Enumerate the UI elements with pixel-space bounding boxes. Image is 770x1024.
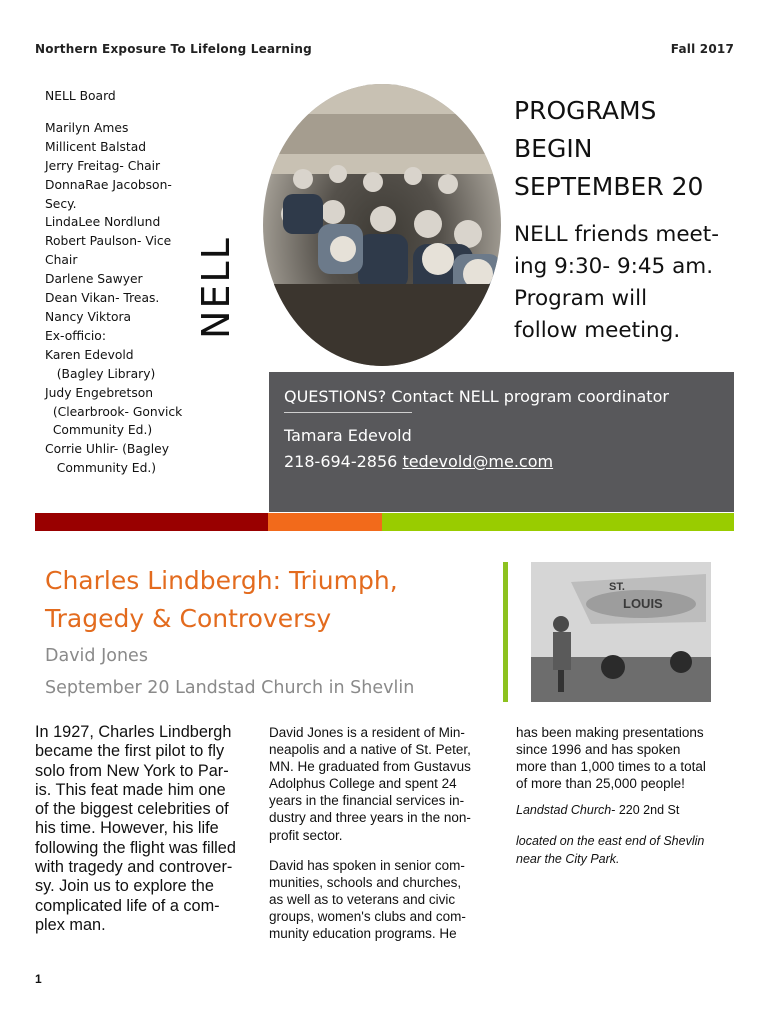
board-member-line: Chair bbox=[45, 253, 78, 268]
divider-bar-green bbox=[382, 513, 734, 531]
programs-line-2: BEGIN bbox=[514, 134, 593, 163]
divider-bar-red bbox=[35, 513, 268, 531]
audience-photo-art bbox=[263, 84, 501, 366]
location-label: Landstad Church bbox=[516, 803, 612, 818]
bio-text-line: has been making presentations bbox=[516, 725, 704, 740]
article-title-line-1: Charles Lindbergh: Triumph, bbox=[45, 566, 398, 595]
article-intro-column bbox=[35, 723, 260, 935]
coordinator-email-link[interactable]: tedevold@me.com bbox=[402, 452, 554, 471]
programs-line-3: SEPTEMBER 20 bbox=[514, 172, 704, 201]
intro-text-line: solo from New York to Par- bbox=[35, 761, 229, 780]
newsletter-org-name: Northern Exposure To Lifelong Learning bbox=[35, 42, 312, 56]
bio-text-line: groups, women's clubs and com- bbox=[269, 908, 466, 924]
questions-divider bbox=[284, 412, 412, 413]
article-title-line-2: Tragedy & Controversy bbox=[45, 604, 332, 633]
accent-vertical-line bbox=[503, 562, 508, 702]
bio-paragraph-2 bbox=[269, 857, 497, 942]
board-member-line: Community Ed.) bbox=[45, 423, 153, 438]
board-member-line: Jerry Freitag- Chair bbox=[45, 158, 161, 173]
plane-lettering: LOUIS bbox=[623, 596, 663, 611]
location-note-line-1: located on the east end of Shevlin bbox=[516, 834, 705, 849]
bio-text-line: MN. He graduated from Gustavus bbox=[269, 759, 471, 775]
article-date-location: September 20 Landstad Church in Shevlin bbox=[45, 678, 415, 698]
intro-text-line: In 1927, Charles Lindbergh bbox=[35, 723, 232, 741]
board-member-line: Corrie Uhlir- (Bagley bbox=[45, 442, 169, 457]
programs-heading bbox=[514, 92, 703, 206]
board-member-line: (Clearbrook- Gonvick bbox=[45, 404, 183, 419]
coordinator-contact bbox=[284, 452, 553, 471]
bio-text-line: David has spoken in senior com- bbox=[269, 857, 465, 873]
friends-line-2: ing 9:30- 9:45 am. bbox=[514, 254, 714, 279]
board-member-line: Marilyn Ames bbox=[45, 120, 129, 135]
divider-bar-orange bbox=[268, 513, 382, 531]
intro-text-line: his time. However, his life bbox=[35, 819, 219, 838]
bio-text-line: as well as to veterans and civic bbox=[269, 891, 456, 907]
bio-paragraph-3 bbox=[516, 724, 741, 792]
bio-text-line: David Jones is a resident of Min- bbox=[269, 725, 465, 740]
lindbergh-photo bbox=[531, 562, 711, 702]
location-note-line-2: near the City Park. bbox=[516, 851, 620, 866]
questions-box bbox=[269, 372, 734, 512]
nell-vertical-label: NELL bbox=[194, 236, 238, 339]
friends-meeting-note bbox=[514, 219, 744, 347]
board-member-line: LindaLee Nordlund bbox=[45, 215, 161, 230]
bio-text-line: munities, schools and churches, bbox=[269, 874, 462, 890]
bio-text-line: years in the financial services in- bbox=[269, 793, 465, 809]
intro-text-line: became the first pilot to fly bbox=[35, 742, 225, 761]
friends-line-1: NELL friends meet- bbox=[514, 222, 719, 247]
board-member-line: Karen Edevold bbox=[45, 347, 134, 362]
coordinator-phone: 218-694-2856 bbox=[284, 452, 398, 471]
article-bio-continued-column bbox=[516, 724, 741, 878]
bio-text-line: since 1996 and has spoken bbox=[516, 742, 681, 758]
location-line bbox=[516, 802, 741, 819]
board-member-line: Nancy Viktora bbox=[45, 309, 132, 324]
board-member-line: Dean Vikan- Treas. bbox=[45, 291, 160, 306]
intro-text-line: sy. Join us to explore the bbox=[35, 877, 214, 896]
article-speaker: David Jones bbox=[45, 646, 148, 666]
coordinator-name: Tamara Edevold bbox=[284, 426, 412, 445]
intro-text-line: with tragedy and controver- bbox=[35, 858, 233, 877]
questions-prompt: QUESTIONS? Contact NELL program coordinator bbox=[284, 387, 669, 406]
board-member-line: Judy Engebretson bbox=[45, 385, 154, 400]
bio-text-line: munity education programs. He bbox=[269, 926, 457, 942]
board-members bbox=[45, 119, 215, 478]
programs-line-1: PROGRAMS bbox=[514, 96, 657, 125]
board-member-line: (Bagley Library) bbox=[45, 366, 156, 381]
bio-text-line: Adolphus College and spent 24 bbox=[269, 776, 457, 792]
lindbergh-photo-art bbox=[531, 562, 711, 702]
board-list bbox=[45, 87, 215, 478]
board-member-line: Millicent Balstad bbox=[45, 139, 147, 154]
intro-text-line: plex man. bbox=[35, 915, 106, 934]
article-bio-column bbox=[269, 724, 497, 955]
bio-text-line: dustry and three years in the non- bbox=[269, 810, 471, 826]
bio-text-line: more than 1,000 times to a total bbox=[516, 759, 706, 775]
friends-line-3: Program will bbox=[514, 286, 648, 311]
board-member-line: Darlene Sawyer bbox=[45, 272, 143, 287]
article-title bbox=[45, 562, 475, 638]
friends-line-4: follow meeting. bbox=[514, 318, 681, 343]
bio-paragraph-1 bbox=[269, 724, 497, 844]
board-member-line: Robert Paulson- Vice bbox=[45, 234, 172, 249]
board-member-line: Secy. bbox=[45, 196, 77, 211]
location-note bbox=[516, 833, 741, 867]
board-member-line: Community Ed.) bbox=[45, 461, 157, 476]
bio-text-line: profit sector. bbox=[269, 827, 343, 843]
board-title: NELL Board bbox=[45, 89, 116, 103]
intro-text-line: complicated life of a com- bbox=[35, 896, 220, 915]
audience-photo bbox=[263, 84, 501, 366]
board-member-line: Ex-officio: bbox=[45, 328, 106, 343]
newsletter-term: Fall 2017 bbox=[670, 42, 734, 56]
intro-text-line: is. This feat made him one bbox=[35, 780, 226, 799]
page-number: 1 bbox=[35, 972, 42, 986]
bio-text-line: of more than 25,000 people! bbox=[516, 776, 685, 792]
intro-text-line: following the flight was filled bbox=[35, 838, 236, 857]
plane-lettering: ST. bbox=[609, 581, 625, 593]
location-address: - 220 2nd St bbox=[611, 803, 680, 818]
bio-text-line: neapolis and a native of St. Peter, bbox=[269, 742, 471, 758]
board-member-line: DonnaRae Jacobson- bbox=[45, 177, 172, 192]
intro-text-line: of the biggest celebrities of bbox=[35, 800, 229, 819]
